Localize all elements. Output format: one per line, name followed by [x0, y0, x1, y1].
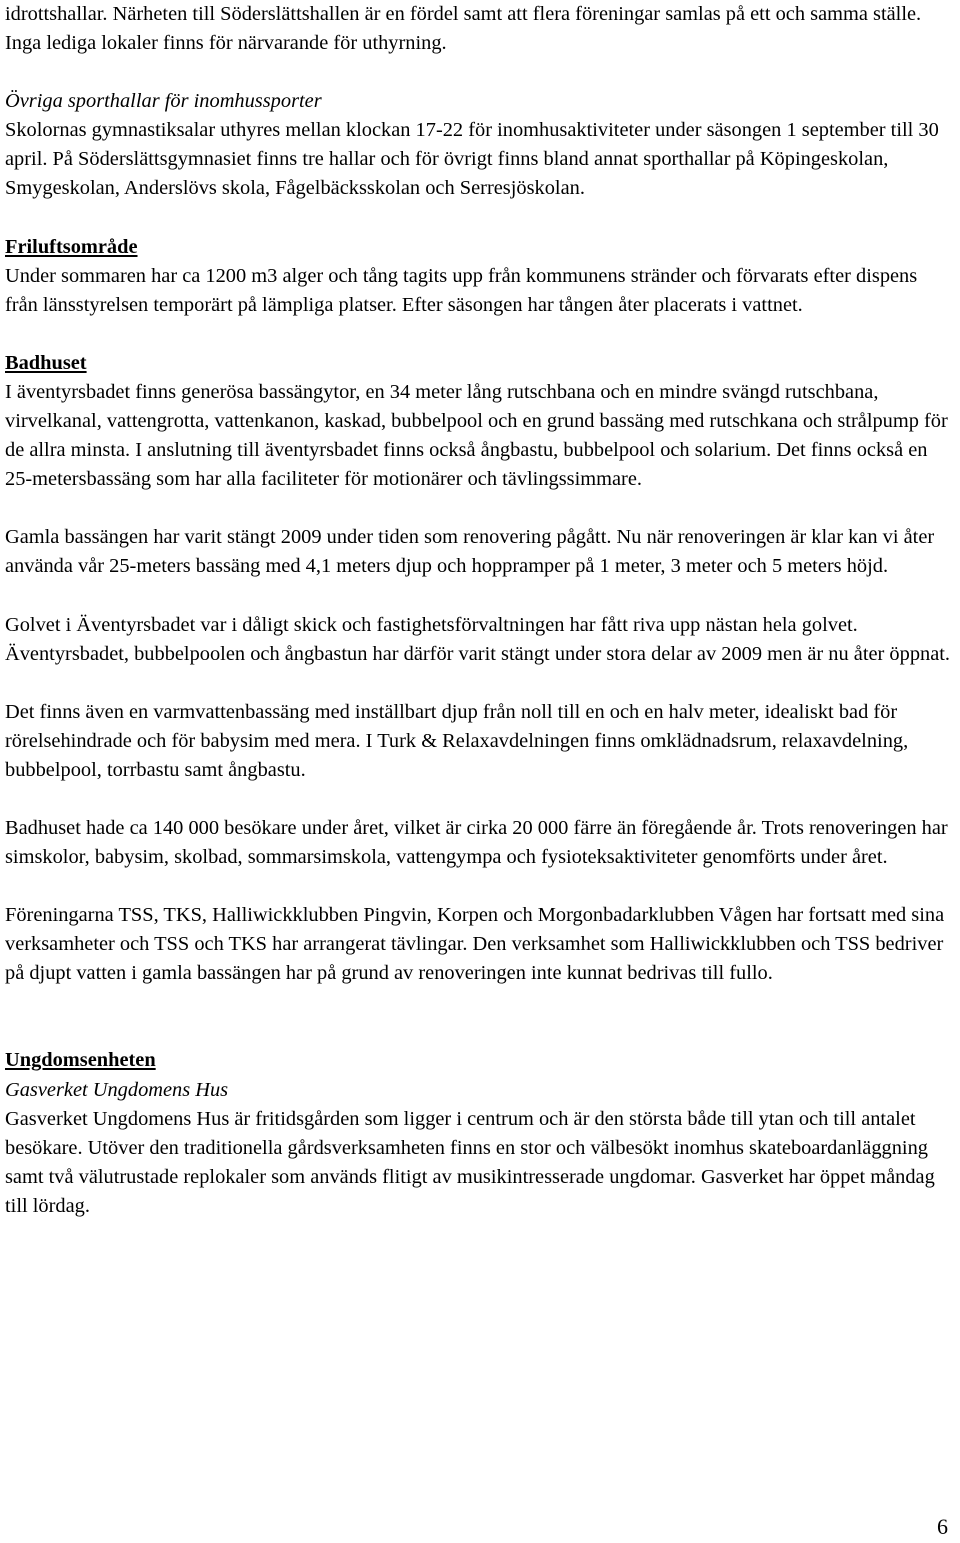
paragraph-badhuset-2: Gamla bassängen har varit stängt 2009 under tiden som renovering pågått. Nu när renoveringen är klar kan vi åter använda vår 25-meters bassäng med 4,1 meters djup och hoppramper på 1 meter, 3 meter och 5 meters höjd.	[5, 526, 935, 578]
paragraph-badhuset-5: Badhuset hade ca 140 000 besökare under året, vilket är cirka 20 000 färre än föregående år. Trots renoveringen har simskolor, babysim, skolbad, sommarsimskola, vattengympa och fysioteksaktiviteter genomförts under året.	[5, 816, 948, 869]
page-number: 6	[937, 1514, 948, 1539]
document-page	[5, 0, 955, 1221]
paragraph-badhuset-4: Det finns även en varmvattenbassäng med inställbart djup från noll till en och en halv meter, idealiskt bad för rörelsehindrade och för babysim med mera. I Turk & Relaxavdelningen finns omklädnadsrum, relaxavdelning, bubbelpool, torrbastu samt ångbastu.	[5, 700, 909, 781]
heading-badhuset: Badhuset	[5, 351, 87, 374]
heading-gasverket: Gasverket Ungdomens Hus	[5, 1078, 229, 1101]
heading-ungdomsenheten: Ungdomsenheten	[5, 1049, 156, 1072]
paragraph-badhuset-3: Golvet i Äventyrsbadet var i dåligt skick och fastighetsförvaltningen har fått riva upp nästan hela golvet. Äventyrsbadet, bubbelpoolen och ångbastun har därför varit stängt under stora delar av 2009 men är nu åter öppnat.	[5, 613, 951, 665]
paragraph-gasverket: Gasverket Ungdomens Hus är fritidsgården som ligger i centrum och är den största både till ytan och till antalet besökare. Utöver den traditionella gårdsverksamheten finns en stor och välbesökt inomhus skateboardanläggning samt två välutrustade replokaler som används flitigt av musikintresserade ungdomar. Gasverket har öppet måndag till lördag.	[5, 1107, 935, 1217]
heading-friluftsomrade: Friluftsområde	[5, 235, 138, 258]
heading-ovriga-sporthallar: Övriga sporthallar för inomhussporter	[5, 90, 322, 113]
paragraph-badhuset-1: I äventyrsbadet finns generösa bassängytor, en 34 meter lång rutschbana och en mindre svängd rutschbana, virvelkanal, vattengrotta, vattenkanon, kaskad, bubbelpool och en grund bassäng med rutschkana och strålpump för de allra minsta. I anslutning till äventyrsbadet finns också ångbastu, bubbelpool och solarium. Det finns också en 25-metersbassäng som har alla faciliteter för motionärer och tävlingssimmare.	[5, 380, 948, 491]
paragraph-ovriga-sporthallar: Skolornas gymnastiksalar uthyres mellan klockan 17-22 för inomhusaktiviteter under säsongen 1 september till 30 april. På Söderslättsgymnasiet finns tre hallar och för övrigt finns bland annat sporthallar på Köpingeskolan, Smygeskolan, Anderslövs skola, Fågelbäcksskolan och Serresjöskolan.	[5, 119, 939, 200]
paragraph-friluftsomrade: Under sommaren har ca 1200 m3 alger och tång tagits upp från kommunens stränder och förvarats efter dispens från länsstyrelsen temporärt på lämpliga platser. Efter säsongen har tången åter placerats i vattnet.	[5, 264, 918, 316]
paragraph-intro: idrottshallar. Närheten till Söderslättshallen är en fördel samt att flera föreningar samlas på ett och samma ställe. Inga lediga lokaler finns för närvarande för uthyrning.	[5, 3, 922, 55]
paragraph-badhuset-6: Föreningarna TSS, TKS, Halliwickklubben Pingvin, Korpen och Morgonbadarklubben Vågen har fortsatt med sina verksamheter och TSS och TKS har arrangerat tävlingar. Den verksamhet som Halliwickklubben och TSS bedriver på djupt vatten i gamla bassängen har på grund av renoveringen inte kunnat bedrivas till fullo.	[5, 904, 945, 985]
